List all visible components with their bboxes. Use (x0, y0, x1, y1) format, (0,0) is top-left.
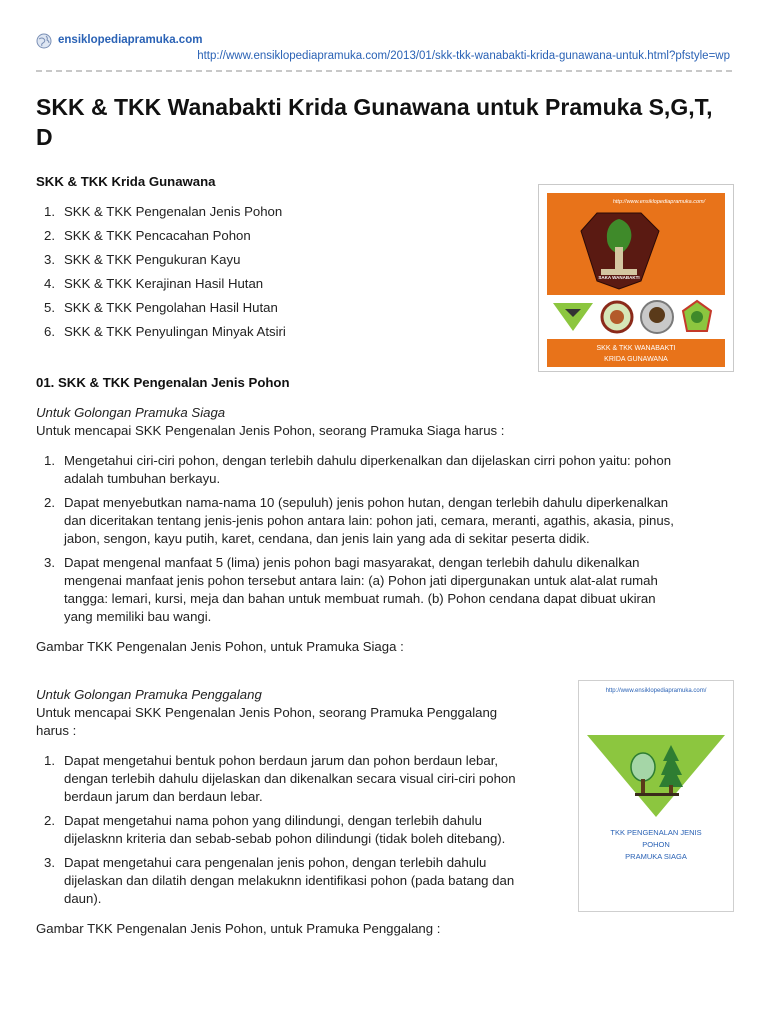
toc-heading: SKK & TKK Krida Gunawana (36, 174, 216, 189)
site-link[interactable]: ensiklopediapramuka.com (58, 34, 203, 46)
toc-item[interactable]: 3. SKK & TKK Pengukuran Kayu (44, 252, 241, 267)
figure2-caption-line: POHON (642, 840, 670, 849)
toc-list (36, 203, 516, 341)
requirement-item: 3. Dapat mengenal manfaat 5 (lima) jenis pohon bagi masyarakat, dengan terlebih dahulu dikenalkan mengenai manfaat jenis pohon tersebut antara lain: (a) Pohon jati dipergunakan untuk alat-alat rumah tangga: lemari, kursi, meja dan bahan untuk membuat rumah. (b) Pohon cendana dapat dibuat ukiran yang memiliki bau wangi. (44, 555, 658, 624)
requirement-item: 1. Dapat mengetahui bentuk pohon berdaun jarum dan pohon berdaun lebar, dengan terlebih dahulu dijelaskan dan dikenalkan secara visual ciri-ciri pohon berdaun jarum dan berdaun lebar. (44, 753, 516, 804)
requirement-item: 2. Dapat menyebutkan nama-nama 10 (sepuluh) jenis pohon hutan, dengan terlebih dahulu diperkenalkan dan diceritakan tentang jenis-jenis pohon antara lain: pohon jati, cemara, meranti, agathis, akasia, pinus, jabon, sengon, kayu putih, karet, cendana, dan jenis lain yang ada di sekitar peserta didik. (44, 495, 674, 546)
globe-icon (36, 33, 52, 49)
requirement-item: 2. Dapat mengetahui nama pohon yang dilindungi, dengan terlebih dahulu dijelasknn kriteria dan sebab-sebab pohon dilindungi (tidak boleh ditebang). (44, 813, 506, 846)
intro-penggalang-line: Untuk mencapai SKK Pengenalan Jenis Pohon, seorang Pramuka Penggalang (36, 705, 498, 720)
toc-item[interactable]: 4. SKK & TKK Kerajinan Hasil Hutan (44, 276, 264, 291)
intro-penggalang-line: harus : (36, 723, 77, 738)
page-header (36, 33, 732, 73)
toc-item[interactable]: 1. SKK & TKK Pengenalan Jenis Pohon (44, 204, 283, 219)
page-url-link[interactable]: http://www.ensiklopediapramuka.com/2013/01/skk-tkk-wanabakti-krida-gunawana-untuk.html?pfstyle=wp (197, 50, 730, 62)
figure2-watermark: http://www.ensiklopediapramuka.com/ (605, 688, 707, 694)
caption-siaga: Gambar TKK Pengenalan Jenis Pohon, untuk Pramuka Siaga : (36, 639, 404, 654)
group-heading-penggalang: Untuk Golongan Pramuka Penggalang (36, 687, 262, 702)
wanabakti-figure (538, 184, 734, 372)
requirement-item: 3. Dapat mengetahui cara pengenalan jenis pohon, dengan terlebih dahulu dijelaskan dan dilatih dengan melakuknn identifikasi pohon (pada batang dan daun). (44, 855, 515, 906)
toc-item[interactable]: 6. SKK & TKK Penyulingan Minyak Atsiri (44, 324, 286, 339)
requirement-list-siaga (36, 452, 736, 626)
badge-label: SAKA WANABAKTI (598, 275, 640, 280)
figure1-watermark: http://www.ensiklopediapramuka.com/ (612, 199, 706, 205)
figure1-caption-line: KRIDA GUNAWANA (604, 356, 668, 363)
page-title: SKK & TKK Wanabakti Krida Gunawana untuk Pramuka S,G,T, D (36, 94, 713, 150)
figure2-caption-line: PRAMUKA SIAGA (625, 852, 687, 861)
figure2-caption-line: TKK PENGENALAN JENIS (610, 828, 702, 837)
tkk-siaga-figure (578, 680, 734, 912)
intro-siaga: Untuk mencapai SKK Pengenalan Jenis Pohon, seorang Pramuka Siaga harus : (36, 423, 505, 438)
figure1-caption-line: SKK & TKK WANABAKTI (596, 345, 676, 352)
section-heading: 01. SKK & TKK Pengenalan Jenis Pohon (36, 375, 290, 390)
header-divider (36, 70, 732, 72)
toc-item[interactable]: 2. SKK & TKK Pencacahan Pohon (44, 228, 251, 243)
requirement-item: 1. Mengetahui ciri-ciri pohon, dengan terlebih dahulu diperkenalkan dan dijelaskan cirri pohon yaitu: pohon adalah tumbuhan berkayu. (44, 453, 672, 486)
tkk-siaga-image (579, 681, 733, 911)
group-heading-siaga: Untuk Golongan Pramuka Siaga (36, 405, 226, 420)
caption-penggalang: Gambar TKK Pengenalan Jenis Pohon, untuk Pramuka Penggalang : (36, 921, 441, 936)
requirement-list-penggalang (36, 752, 556, 908)
toc-item[interactable]: 5. SKK & TKK Pengolahan Hasil Hutan (44, 300, 278, 315)
wanabakti-image (539, 185, 733, 371)
